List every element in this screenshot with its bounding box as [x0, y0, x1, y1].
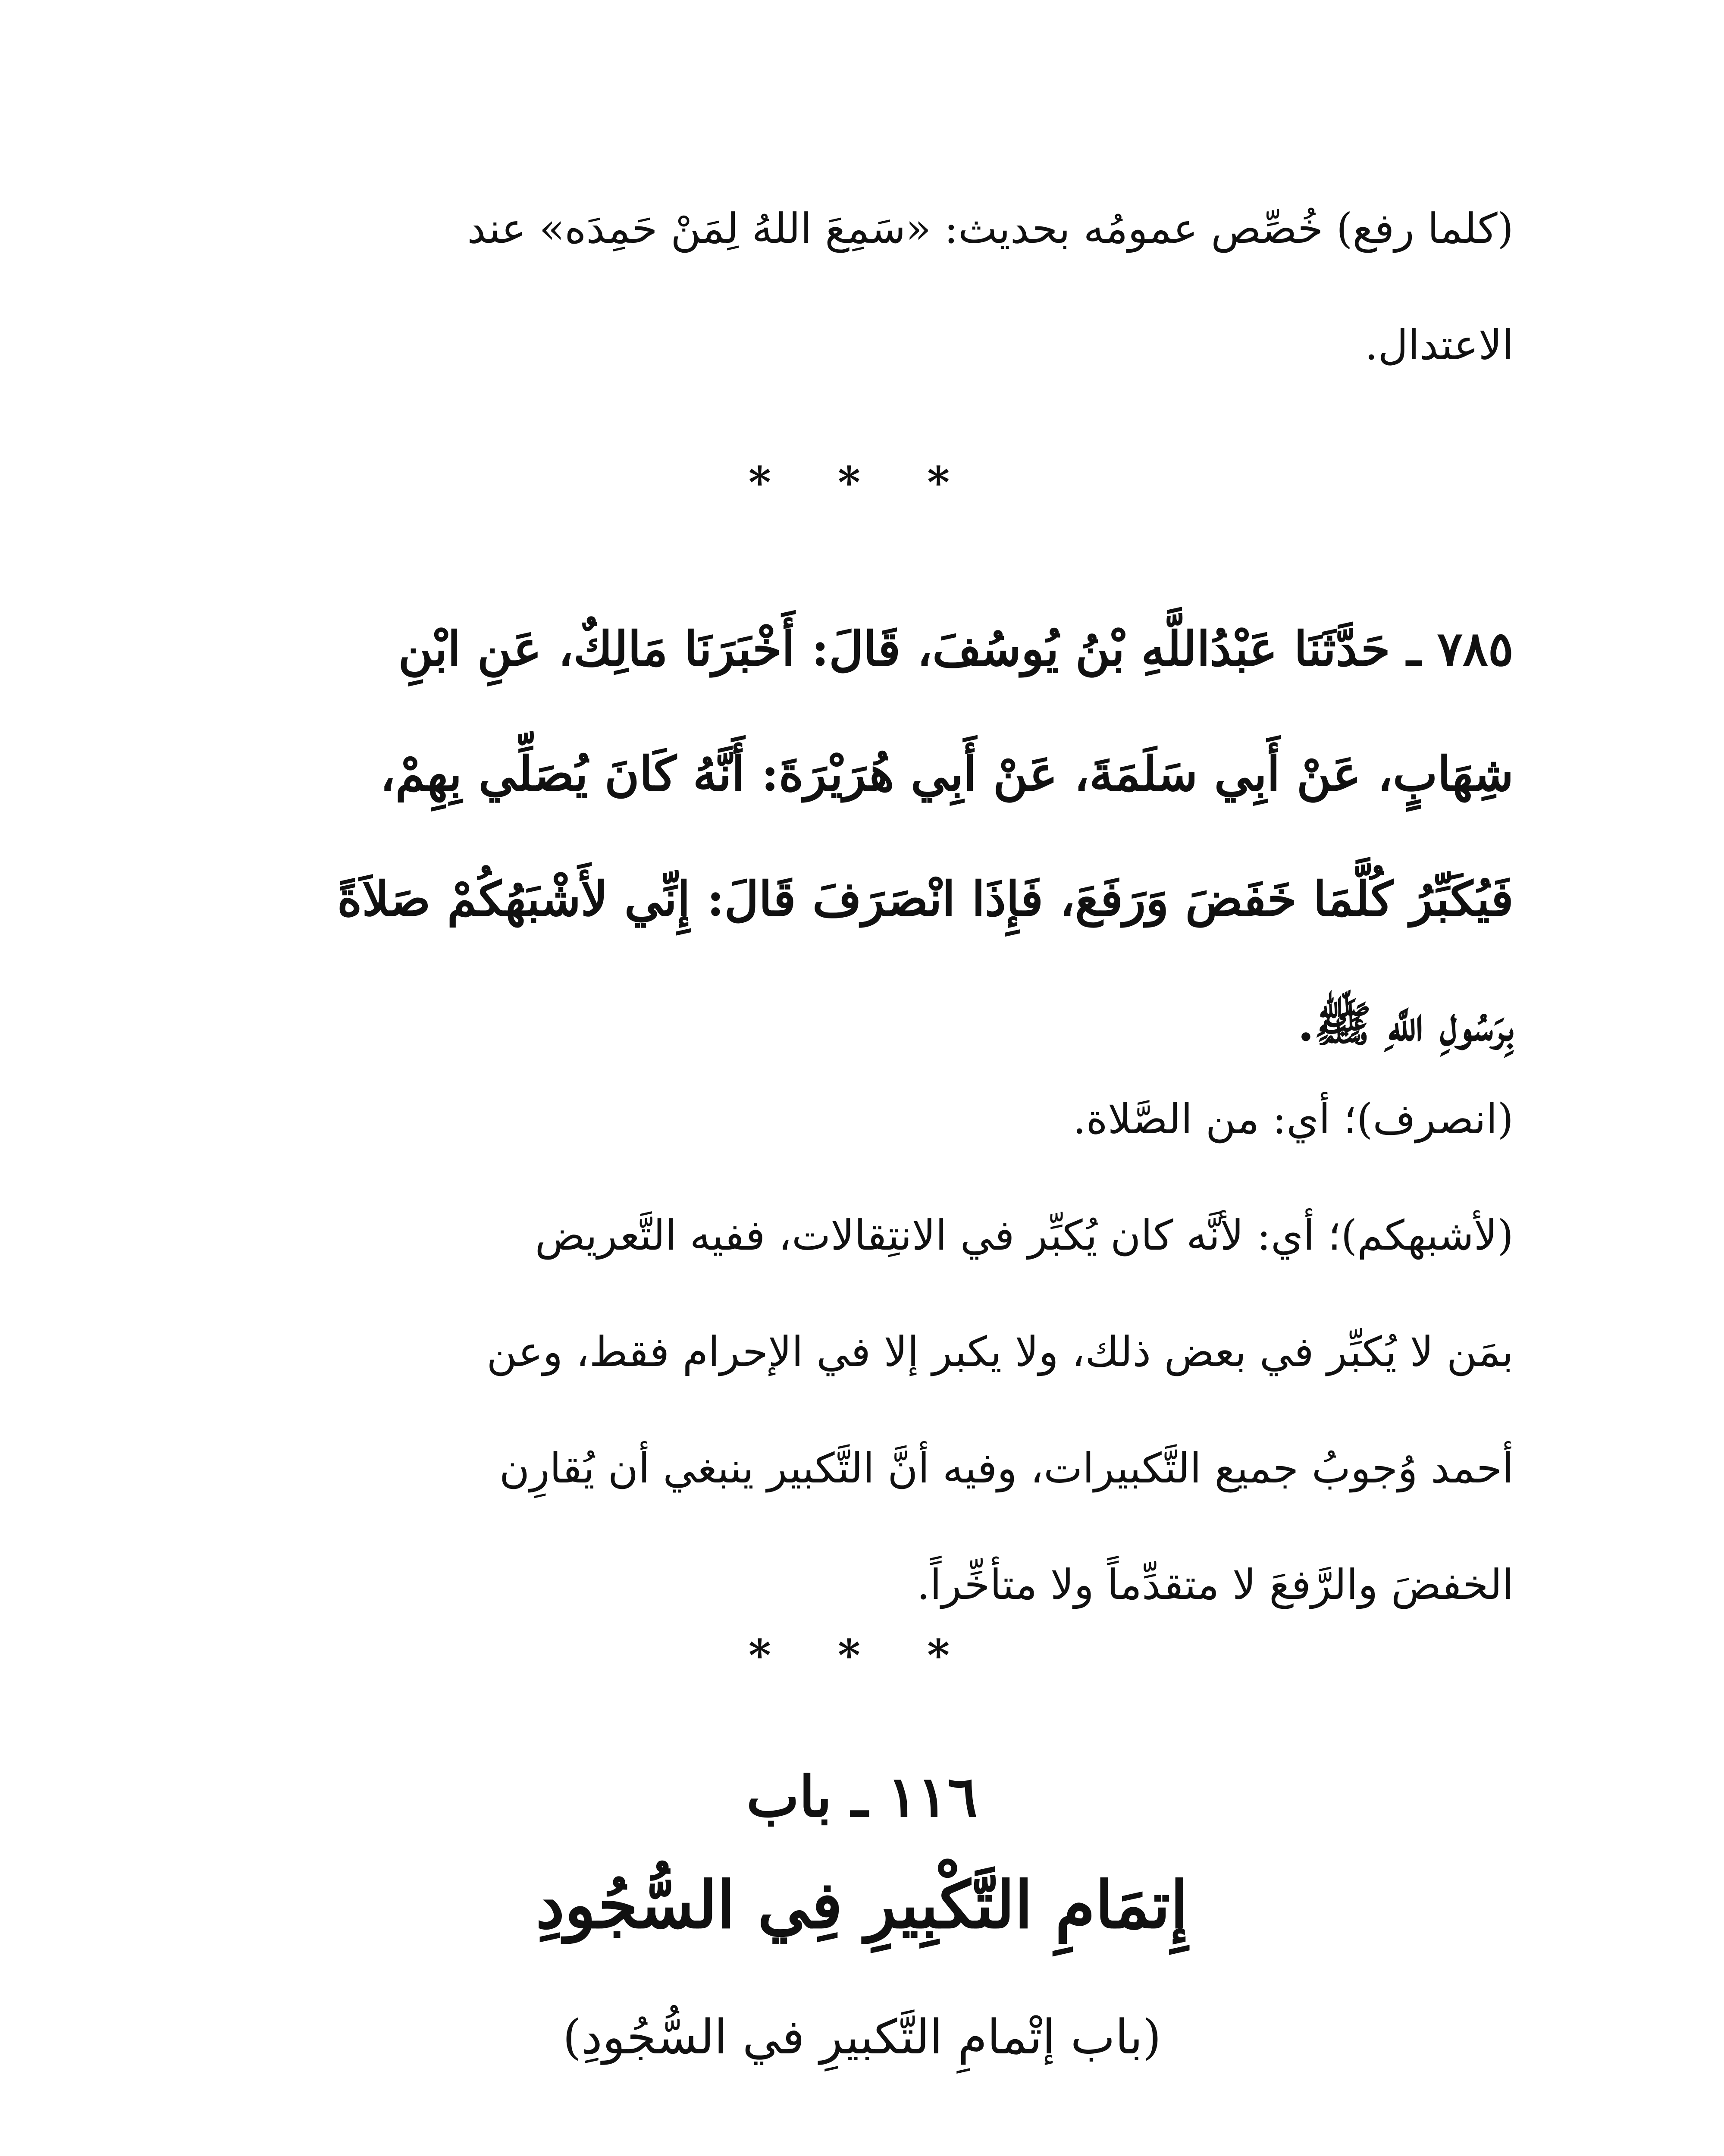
hadith-785-line-3: فَيُكَبِّرُ كُلَّمَا خَفَضَ وَرَفَعَ، فَإِذَا انْصَرَفَ قَالَ: إِنِّي لأَشْبَهُكُمْ صَلاَةً — [337, 871, 1514, 927]
commentary-ashbahukum-line-4: الخفضَ والرَّفعَ لا متقدِّماً ولا متأخِّراً. — [917, 1561, 1514, 1609]
hadith-785-line-1: ٧٨٥ ـ حَدَّثَنَا عَبْدُاللَّهِ بْنُ يُوسُفَ، قَالَ: أَخْبَرَنَا مَالِكٌ، عَنِ ابْنِ — [398, 621, 1514, 677]
hadith-786 — [224, 2152, 1514, 2156]
separator-stars: * * * — [748, 1630, 976, 1681]
commentary-ashbahukum — [224, 1177, 1514, 1643]
commentary-ashbahukum-line-2: بمَن لا يُكبِّر في بعض ذلك، ولا يكبر إلا في الإحرام فقط، وعن — [486, 1328, 1514, 1376]
hadith-785-line-4: بِرَسُولِ اللَّهِ ﷺ. — [1298, 996, 1514, 1052]
chapter-number: ١١٦ ـ باب — [746, 1764, 978, 1830]
commentary-insaraf-line-1: (انصرف)؛ أي: من الصَّلاة. — [1072, 1095, 1514, 1143]
commentary-ashbahukum-line-1: (لأشبهكم)؛ أي: لأنَّه كان يُكبِّر في الانتِقالات، ففيه التَّعريض — [535, 1211, 1514, 1260]
commentary-ashbahukum-line-3: أحمد وُجوبُ جميع التَّكبيرات، وفيه أنَّ التَّكبير ينبغي أن يُقارِن — [499, 1444, 1514, 1492]
intro-line-1: (كلما رفع) خُصِّص عمومُه بحديث: «سَمِعَ اللهُ لِمَنْ حَمِدَه» عند — [467, 204, 1514, 253]
hadith-785 — [224, 586, 1514, 1087]
chapter-title: إِتمَامِ التَّكْبِيرِ فِي السُّجُودِ — [536, 1867, 1188, 1943]
hadith-785-line-2: شِهَابٍ، عَنْ أَبِي سَلَمَةَ، عَنْ أَبِي هُرَيْرَةَ: أَنَّهُ كَانَ يُصَلِّي بِهِمْ، — [380, 746, 1514, 802]
intro-line-2: الاعتدال. — [1365, 321, 1514, 369]
separator-stars: * * * — [748, 457, 976, 508]
chapter-subtitle: (باب إتْمامِ التَّكبيرِ في السُّجُودِ) — [562, 2009, 1162, 2065]
hadith-786-line-1 — [224, 2152, 1514, 2156]
intro-commentary — [224, 170, 1514, 403]
commentary-insaraf — [224, 1061, 1514, 1177]
